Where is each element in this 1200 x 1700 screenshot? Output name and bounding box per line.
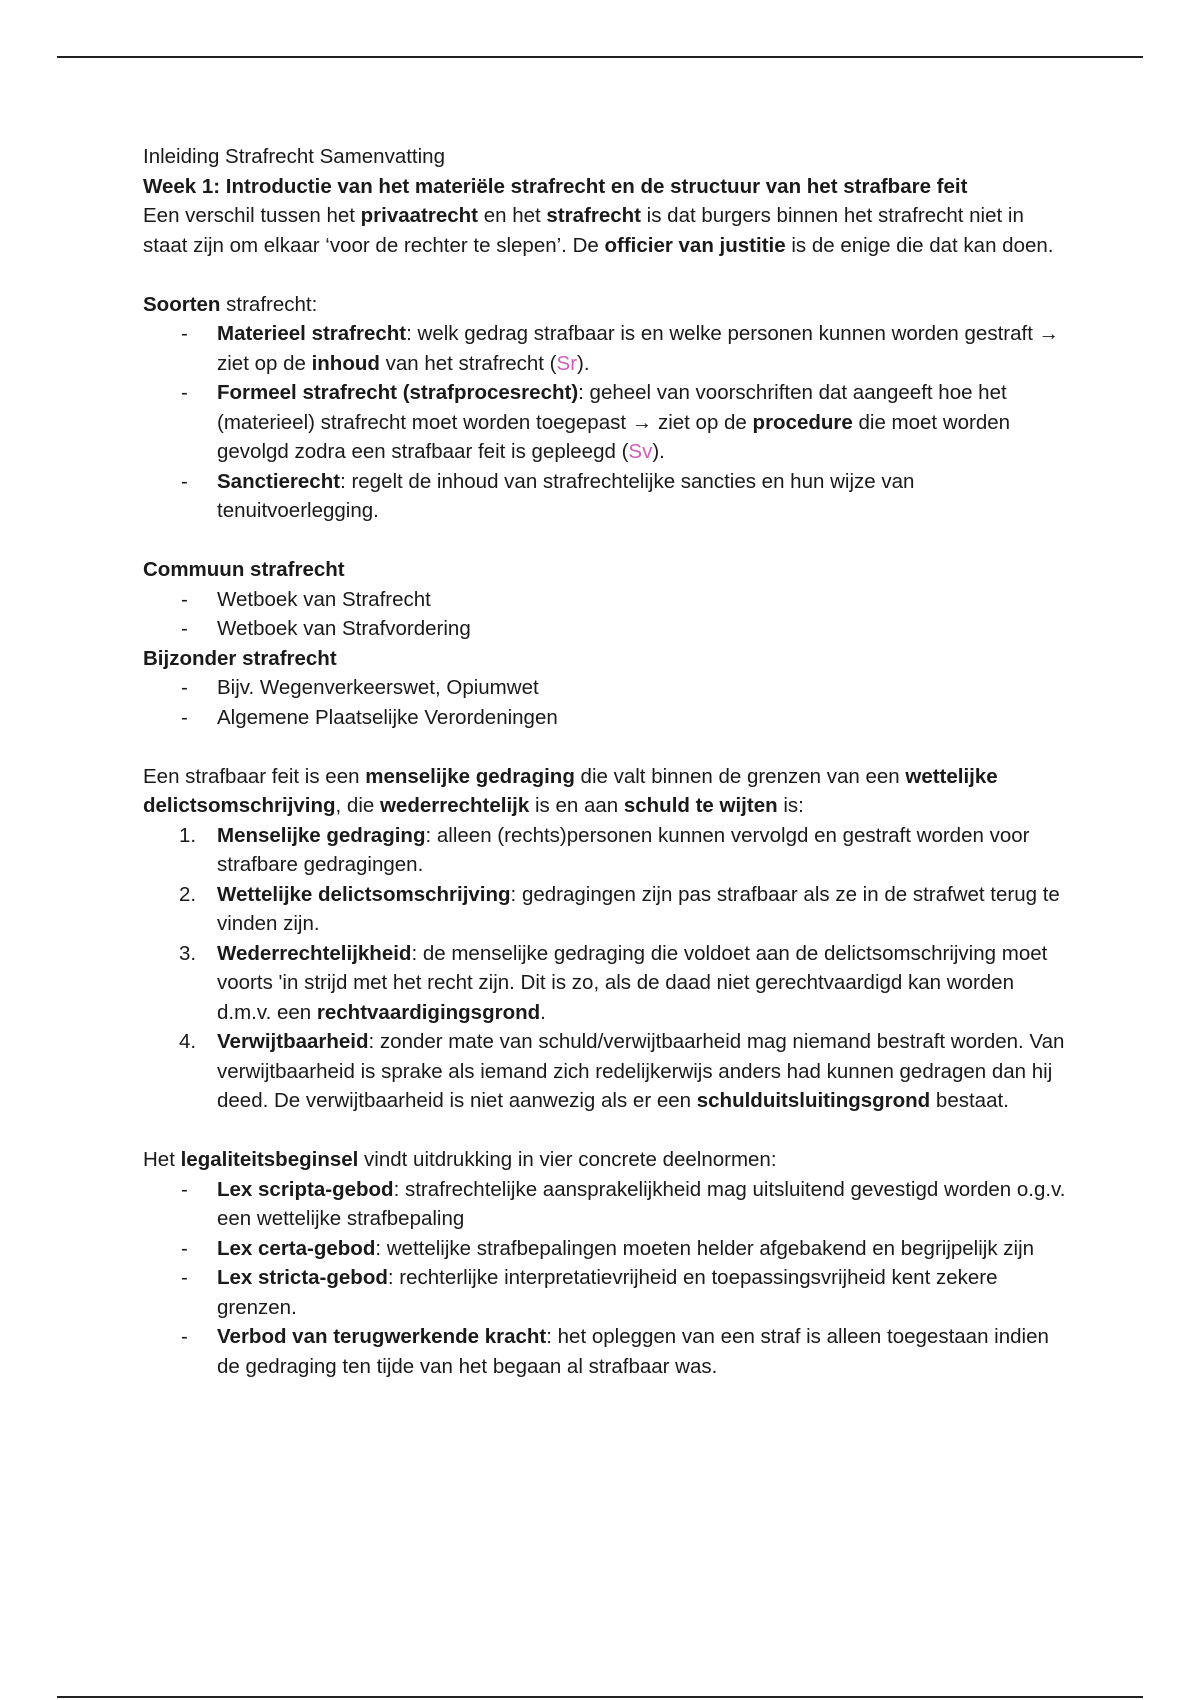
intro-paragraph: Een verschil tussen het privaatrecht en het strafrecht is dat burgers binnen het strafrecht niet in staat zijn om elkaar ‘voor de rechter te slepen’. De officier van justitie is de enige die dat kan doen.	[143, 204, 1054, 257]
list-item: 3. Wederrechtelijkheid: de menselijke gedraging die voldoet aan de delictsomschrijving moet voorts 'in strijd met het recht zijn. Dit is zo, als de daad niet gerechtvaardigd kan worden d.m.v. een rechtvaardigingsgrond.	[179, 941, 1048, 1024]
list-item: - Bijv. Wegenverkeerswet, Opiumwet	[143, 673, 1073, 703]
legaliteit-paragraph: Het legaliteitsbeginsel vindt uitdrukking in vier concrete deelnormen:	[143, 1148, 777, 1171]
abbr-sv: Sv	[628, 440, 653, 463]
bijzonder-heading: Bijzonder strafrecht	[143, 646, 337, 670]
list-item: - Lex scripta-gebod: strafrechtelijke aansprakelijkheid mag uitsluitend gevestigd worden o.g.v. een wettelijke strafbepaling	[143, 1175, 1073, 1234]
abbr-sr: Sr	[556, 351, 578, 375]
header-rule	[57, 56, 1143, 58]
list-item: - Lex certa-gebod: wettelijke strafbepalingen moeten helder afgebakend en begrijpelijk zijn	[143, 1234, 1073, 1264]
soorten-heading: Soorten strafrecht:	[143, 292, 318, 316]
bijzonder-list	[143, 673, 1073, 732]
list-item: - Sanctierecht: regelt de inhoud van strafrechtelijke sancties en hun wijze van tenuitvoerlegging.	[143, 467, 1073, 526]
list-item: 1. Menselijke gedraging: alleen (rechts)personen kunnen vervolgd en gestraft worden voor strafbare gedragingen.	[179, 823, 1030, 876]
strafbaar-feit-paragraph: Een strafbaar feit is een menselijke gedraging die valt binnen de grenzen van een wettelijke delictsomschrijving, die wederrechtelijk is en aan schuld te wijten is:	[143, 764, 998, 817]
legaliteit-list	[143, 1175, 1073, 1382]
list-item: - Verbod van terugwerkende kracht: het opleggen van een straf is alleen toegestaan indien de gedraging ten tijde van het begaan al strafbaar was.	[143, 1322, 1073, 1381]
list-item: - Wetboek van Strafrecht	[143, 585, 1073, 615]
footer-rule	[57, 1696, 1143, 1698]
commuun-heading: Commuun strafrecht	[143, 558, 345, 581]
list-item: - Lex stricta-gebod: rechterlijke interpretatievrijheid en toepassingsvrijheid kent zekere grenzen.	[143, 1263, 1073, 1322]
list-item: 4. Verwijtbaarheid: zonder mate van schuld/verwijtbaarheid mag niemand bestraft worden. Van verwijtbaarheid is sprake als iemand zich redelijkerwijs anders had kunnen gedragen dan hij deed. De verwijtbaarheid is niet aanwezig als er een schulduitsluitingsgrond bestaat.	[179, 1030, 1065, 1112]
soorten-list	[143, 319, 1073, 526]
list-item: 2. Wettelijke delictsomschrijving: gedragingen zijn pas strafbaar als ze in de strafwet terug te vinden zijn.	[179, 882, 1060, 935]
strafbaar-feit-list	[143, 821, 1073, 1116]
list-item: - Algemene Plaatselijke Verordeningen	[143, 703, 1073, 733]
list-item: - Formeel strafrecht (strafprocesrecht): geheel van voorschriften dat aangeeft hoe het (materieel) strafrecht moet worden toegepast → ziet op de procedure die moet worden gevolgd zodra een strafbaar feit is gepleegd (Sv).	[143, 378, 1073, 467]
document-title: Inleiding Strafrecht Samenvatting	[143, 145, 445, 168]
document-page	[143, 142, 1073, 1381]
commuun-list	[143, 585, 1073, 644]
list-item: - Materieel strafrecht: welk gedrag strafbaar is en welke personen kunnen worden gestraft → ziet op de inhoud van het strafrecht (Sr).	[143, 319, 1073, 378]
list-item: - Wetboek van Strafvordering	[143, 614, 1073, 644]
week-heading: Week 1: Introductie van het materiële strafrecht en de structuur van het strafbare feit	[143, 174, 968, 198]
